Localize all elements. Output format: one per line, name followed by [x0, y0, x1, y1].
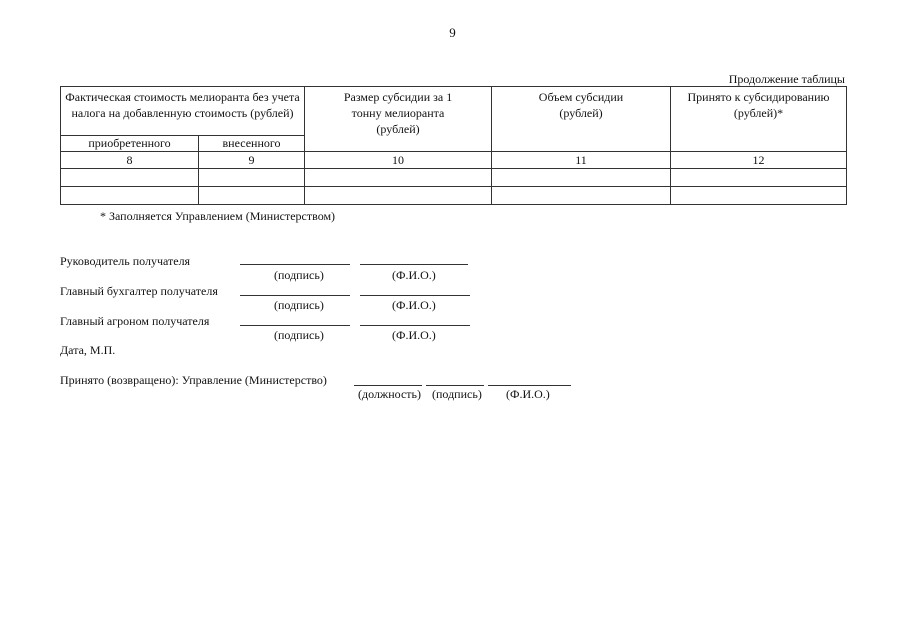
column-number: 12: [671, 152, 847, 169]
accountant-name-line[interactable]: [360, 295, 470, 296]
header-actual-cost: Фактическая стоимость мелиоранта без учета налога на добавленную стоимость (рублей): [61, 87, 305, 136]
table-header-row: [61, 87, 847, 136]
agronomist-label: Главный агроном получателя: [60, 314, 210, 328]
date-stamp-label: Дата, М.П.: [60, 343, 116, 357]
footnote: * Заполняется Управлением (Министерством): [100, 209, 336, 223]
head-label: Руководитель получателя: [60, 254, 191, 268]
column-number: 11: [492, 152, 671, 169]
header-applied: внесенного: [199, 136, 305, 152]
accepted-label: Принято (возвращено): Управление (Министерство): [60, 373, 327, 387]
head-name-caption: (Ф.И.О.): [392, 268, 436, 282]
table-cell: [61, 169, 199, 187]
table-continuation-label: Продолжение таблицы: [728, 72, 845, 86]
head-signature-caption: (подпись): [274, 268, 324, 282]
subsidy-table: [60, 86, 847, 205]
page-number: 9: [449, 25, 456, 40]
accountant-signature-line[interactable]: [240, 295, 350, 296]
table-cell: [199, 187, 305, 205]
table-cell: [671, 187, 847, 205]
header-accepted-text: Принято к субсидированию (рублей)*: [687, 90, 830, 120]
column-number: 8: [61, 152, 199, 169]
table-row: [61, 169, 847, 187]
table-cell: [492, 187, 671, 205]
agronomist-signature-line[interactable]: [240, 325, 350, 326]
agronomist-name-caption: (Ф.И.О.): [392, 328, 436, 342]
header-subsidy-volume-text: Объем субсидии (рублей): [538, 90, 624, 120]
header-subsidy-rate-text: Размер субсидии за 1 тонну мелиоранта (рублей): [343, 90, 453, 136]
accountant-signature-caption: (подпись): [274, 298, 324, 312]
table-number-row: [61, 152, 847, 169]
column-number: 10: [305, 152, 492, 169]
accepted-name-line[interactable]: [488, 385, 571, 386]
header-subsidy-volume: [492, 87, 671, 152]
accepted-position-caption: (должность): [358, 387, 421, 401]
head-name-line[interactable]: [360, 264, 468, 265]
header-accepted: [671, 87, 847, 152]
table-cell: [671, 169, 847, 187]
accountant-label: Главный бухгалтер получателя: [60, 284, 218, 298]
table-row: [61, 187, 847, 205]
table-cell: [305, 169, 492, 187]
agronomist-name-line[interactable]: [360, 325, 470, 326]
header-subsidy-rate: [305, 87, 492, 152]
column-number: 9: [199, 152, 305, 169]
agronomist-signature-caption: (подпись): [274, 328, 324, 342]
accepted-signature-caption: (подпись): [432, 387, 482, 401]
table-cell: [199, 169, 305, 187]
accountant-name-caption: (Ф.И.О.): [392, 298, 436, 312]
table-cell: [305, 187, 492, 205]
table-cell: [61, 187, 199, 205]
accepted-name-caption: (Ф.И.О.): [506, 387, 550, 401]
head-signature-line[interactable]: [240, 264, 350, 265]
accepted-position-line[interactable]: [354, 385, 422, 386]
accepted-signature-line[interactable]: [426, 385, 484, 386]
header-acquired: приобретенного: [61, 136, 199, 152]
table-cell: [492, 169, 671, 187]
